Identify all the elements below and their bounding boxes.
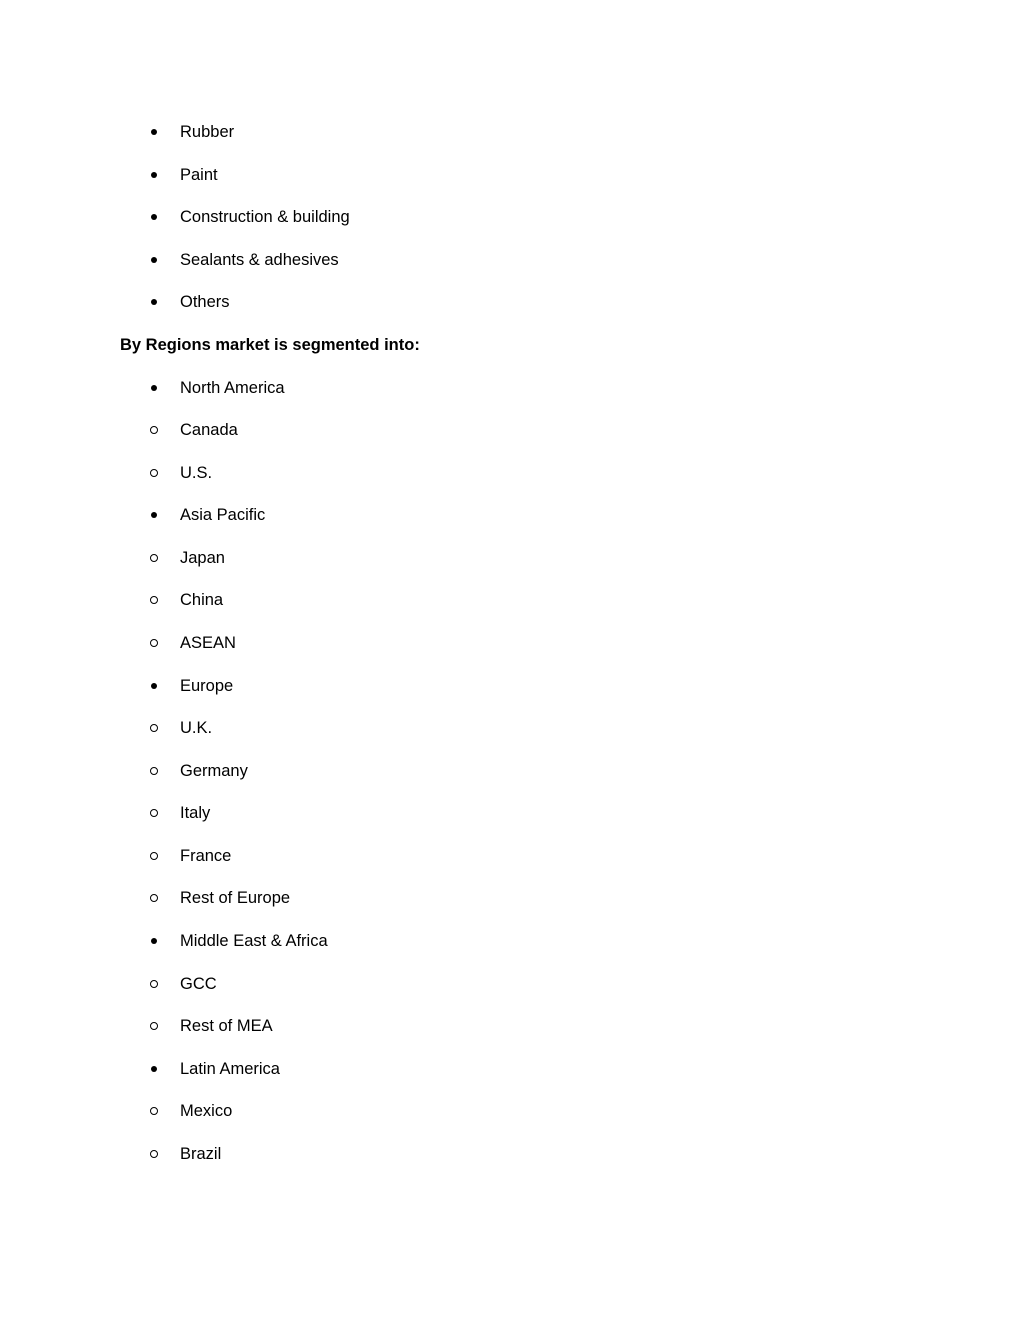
list-item bbox=[0, 373, 600, 403]
bullet-disc-icon bbox=[148, 117, 164, 147]
list-item bbox=[0, 883, 600, 913]
bullet-disc-icon bbox=[148, 160, 164, 190]
bullet-disc-icon bbox=[148, 373, 164, 403]
bullet-circle-icon bbox=[148, 543, 164, 573]
list-item-label: ASEAN bbox=[180, 634, 236, 652]
list-item bbox=[0, 585, 600, 615]
list-item bbox=[0, 543, 600, 573]
list-item bbox=[0, 415, 600, 445]
list-item-label: North America bbox=[180, 379, 285, 397]
bullet-disc-icon bbox=[148, 202, 164, 232]
bullet-circle-icon bbox=[148, 841, 164, 871]
bullet-circle-icon bbox=[148, 798, 164, 828]
bullet-circle-icon bbox=[148, 415, 164, 445]
list-item-label: Italy bbox=[180, 804, 211, 822]
list-item-label: China bbox=[180, 591, 224, 609]
list-item-label: Europe bbox=[180, 677, 234, 695]
list-item bbox=[0, 117, 600, 147]
bullet-circle-icon bbox=[148, 713, 164, 743]
list-item-label: Rubber bbox=[180, 123, 235, 141]
list-item bbox=[0, 671, 600, 701]
list-item-label: Rest of Europe bbox=[180, 889, 291, 907]
list-item bbox=[0, 926, 600, 956]
bullet-disc-icon bbox=[148, 926, 164, 956]
list-item-label: Germany bbox=[180, 762, 248, 780]
bullet-circle-icon bbox=[148, 628, 164, 658]
list-item-label: Canada bbox=[180, 421, 238, 439]
bullet-disc-icon bbox=[148, 287, 164, 317]
list-item bbox=[0, 756, 600, 786]
list-item-label: Latin America bbox=[180, 1060, 280, 1078]
list-item-label: Sealants & adhesives bbox=[180, 251, 339, 269]
list-item bbox=[0, 713, 600, 743]
list-item-label: Middle East & Africa bbox=[180, 932, 328, 950]
list-item-label: Paint bbox=[180, 166, 218, 184]
list-item bbox=[0, 969, 600, 999]
list-item-label: France bbox=[180, 847, 232, 865]
list-item bbox=[0, 1139, 600, 1169]
list-item bbox=[0, 458, 600, 488]
bullet-disc-icon bbox=[148, 671, 164, 701]
list-item-label: Asia Pacific bbox=[180, 506, 266, 524]
bullet-circle-icon bbox=[148, 1139, 164, 1169]
list-item bbox=[0, 500, 600, 530]
list-item-label: Mexico bbox=[180, 1102, 233, 1120]
list-item-label: Others bbox=[180, 293, 230, 311]
bullet-disc-icon bbox=[148, 245, 164, 275]
list-item bbox=[0, 160, 600, 190]
bullet-disc-icon bbox=[148, 1054, 164, 1084]
list-item bbox=[0, 245, 600, 275]
list-item bbox=[0, 202, 600, 232]
bullet-circle-icon bbox=[148, 1096, 164, 1126]
bullet-disc-icon bbox=[148, 500, 164, 530]
list-item-label: U.K. bbox=[180, 719, 213, 737]
list-item-label: Brazil bbox=[180, 1145, 222, 1163]
list-item-label: Japan bbox=[180, 549, 225, 567]
bullet-circle-icon bbox=[148, 458, 164, 488]
list-item bbox=[0, 798, 600, 828]
bullet-circle-icon bbox=[148, 969, 164, 999]
section-heading: By Regions market is segmented into: bbox=[120, 336, 420, 354]
list-item bbox=[0, 1011, 600, 1041]
list-item-label: Rest of MEA bbox=[180, 1017, 273, 1035]
list-item bbox=[0, 628, 600, 658]
list-item bbox=[0, 1054, 600, 1084]
bullet-circle-icon bbox=[148, 585, 164, 615]
list-item-label: Construction & building bbox=[180, 208, 350, 226]
list-item bbox=[0, 287, 600, 317]
bullet-circle-icon bbox=[148, 883, 164, 913]
bullet-circle-icon bbox=[148, 756, 164, 786]
list-item-label: GCC bbox=[180, 975, 217, 993]
list-item-label: U.S. bbox=[180, 464, 213, 482]
list-item bbox=[0, 841, 600, 871]
list-item bbox=[0, 1096, 600, 1126]
bullet-circle-icon bbox=[148, 1011, 164, 1041]
